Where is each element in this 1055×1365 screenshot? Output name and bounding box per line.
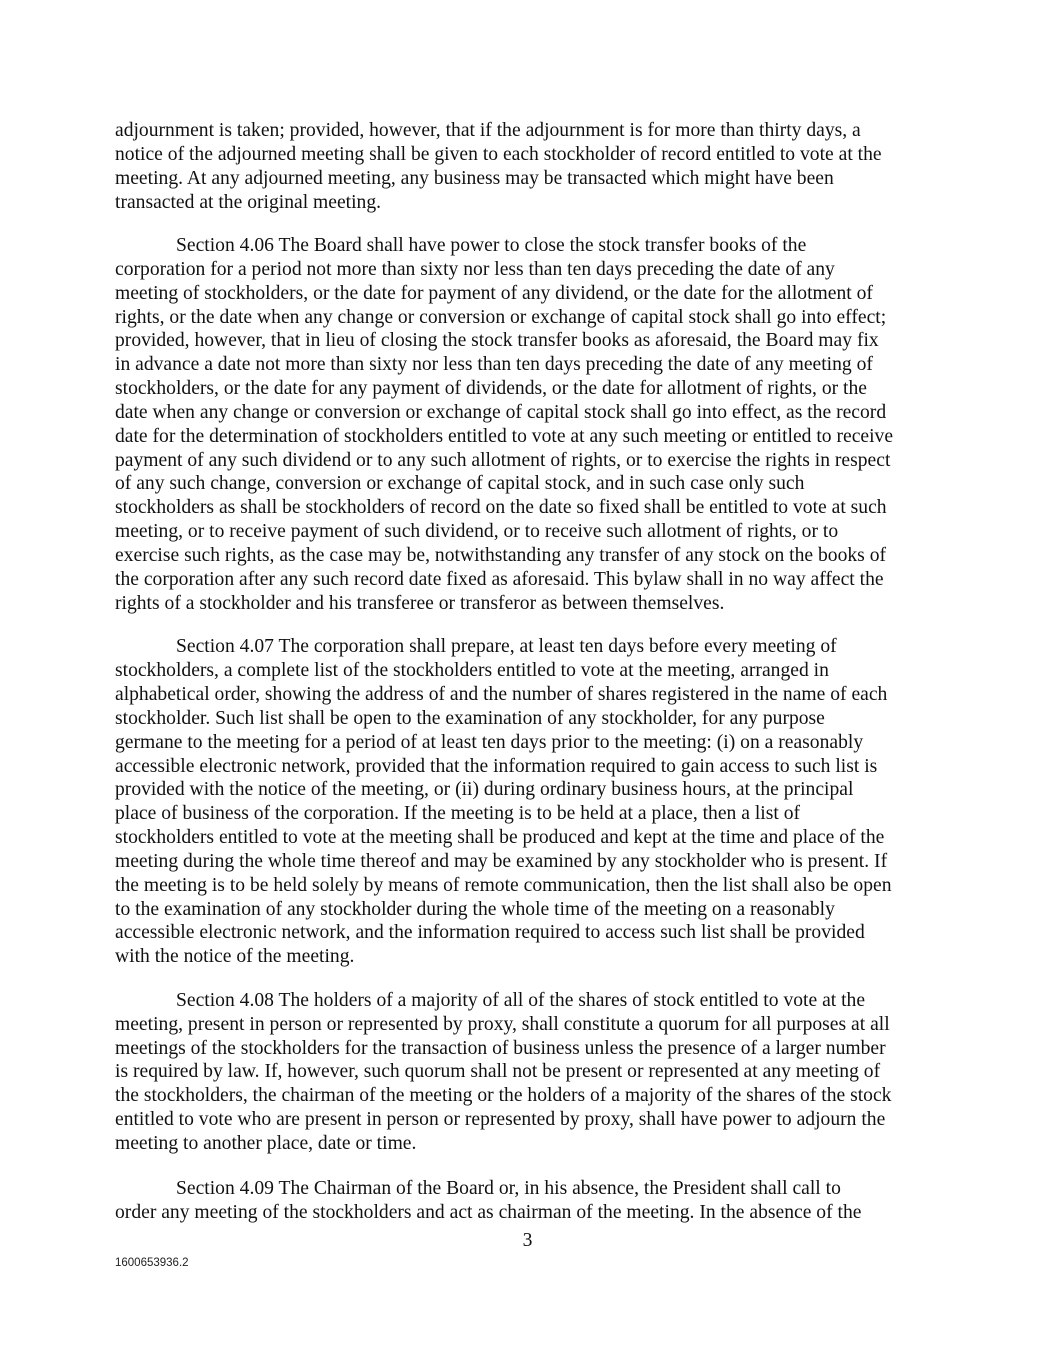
section-4-08-line-6: entitled to vote who are present in person or represented by proxy, shall have power to adjourn the: [115, 1109, 886, 1130]
section-4-06-line-7: stockholders, or the date for any payment of dividends, or the date for allotment of rights, or the: [115, 378, 867, 399]
section-4-06-line-3: meeting of stockholders, or the date for payment of any dividend, or the date for the allotment of: [115, 283, 873, 304]
section-4-06-line-2: corporation for a period not more than sixty nor less than ten days preceding the date of any: [115, 259, 835, 280]
paragraph-1-line-3: meeting. At any adjourned meeting, any business may be transacted which might have been: [115, 168, 834, 189]
section-4-06-line-12: stockholders as shall be stockholders of record on the date so fixed shall be entitled to vote at such: [115, 497, 887, 518]
section-4-09-line-1: Section 4.09 The Chairman of the Board or, in his absence, the President shall call to: [176, 1178, 841, 1199]
section-4-06-line-4: rights, or the date when any change or conversion or exchange of capital stock shall go into effect;: [115, 307, 887, 328]
section-4-07-line-3: alphabetical order, showing the address of and the number of shares registered in the name of each: [115, 684, 888, 705]
section-4-07-line-10: meeting during the whole time thereof and may be examined by any stockholder who is present. If: [115, 851, 888, 872]
section-4-08-line-5: the stockholders, the chairman of the meeting or the holders of a majority of the shares of the stock: [115, 1085, 892, 1106]
paragraph-1-line-4: transacted at the original meeting.: [115, 192, 382, 213]
section-4-08-line-3: meetings of the stockholders for the transaction of business unless the presence of a larger number: [115, 1038, 886, 1059]
paragraph-1-line-2: notice of the adjourned meeting shall be given to each stockholder of record entitled to vote at the: [115, 144, 882, 165]
section-4-06-line-1: Section 4.06 The Board shall have power to close the stock transfer books of the: [176, 235, 807, 256]
section-4-07-line-14: with the notice of the meeting.: [115, 946, 355, 967]
section-4-07-line-6: accessible electronic network, provided that the information required to gain access to such list is: [115, 756, 878, 777]
section-4-06-line-13: meeting, or to receive payment of such dividend, or to receive such allotment of rights, or to: [115, 521, 839, 542]
section-4-07-line-12: to the examination of any stockholder during the whole time of the meeting on a reasonably: [115, 899, 835, 920]
section-4-06-line-15: the corporation after any such record date fixed as aforesaid. This bylaw shall in no way affect the: [115, 569, 884, 590]
section-4-07-line-1: Section 4.07 The corporation shall prepare, at least ten days before every meeting of: [176, 636, 837, 657]
section-4-06-line-11: of any such change, conversion or exchange of capital stock, and in such case only such: [115, 473, 805, 494]
section-4-08-line-4: is required by law. If, however, such quorum shall not be present or represented at any meeting of: [115, 1061, 881, 1082]
document-id: 1600653936.2: [115, 1257, 189, 1269]
section-4-06-line-14: exercise such rights, as the case may be, notwithstanding any transfer of any stock on the books of: [115, 545, 887, 566]
page-number: 3: [522, 1230, 533, 1251]
section-4-08-line-1: Section 4.08 The holders of a majority of all of the shares of stock entitled to vote at the: [176, 990, 866, 1011]
section-4-06-line-6: in advance a date not more than sixty nor less than ten days preceding the date of any meeting of: [115, 354, 873, 375]
section-4-06-line-16: rights of a stockholder and his transferee or transferor as between themselves.: [115, 593, 725, 614]
paragraph-1-line-1: adjournment is taken; provided, however, that if the adjournment is for more than thirty days, a: [115, 120, 861, 141]
section-4-06-line-5: provided, however, that in lieu of closing the stock transfer books as aforesaid, the Board may fix: [115, 330, 879, 351]
section-4-09-line-2: order any meeting of the stockholders and act as chairman of the meeting. In the absence of the: [115, 1202, 862, 1223]
section-4-07-line-13: accessible electronic network, and the information required to access such list shall be provided: [115, 922, 865, 943]
section-4-07-line-7: provided with the notice of the meeting, or (ii) during ordinary business hours, at the principal: [115, 779, 854, 800]
section-4-07-line-2: stockholders, a complete list of the stockholders entitled to vote at the meeting, arranged in: [115, 660, 829, 681]
section-4-07-line-8: place of business of the corporation. If the meeting is to be held at a place, then a list of: [115, 803, 801, 824]
section-4-07-line-5: germane to the meeting for a period of at least ten days prior to the meeting: (i) on a reasonably: [115, 732, 864, 753]
section-4-07-line-11: the meeting is to be held solely by means of remote communication, then the list shall also be open: [115, 875, 892, 896]
section-4-07-line-9: stockholders entitled to vote at the meeting shall be produced and kept at the time and place of the: [115, 827, 885, 848]
section-4-08-line-7: meeting to another place, date or time.: [115, 1133, 417, 1154]
section-4-06-line-9: date for the determination of stockholders entitled to vote at any such meeting or entitled to receive: [115, 426, 894, 447]
section-4-08-line-2: meeting, present in person or represented by proxy, shall constitute a quorum for all purposes at all: [115, 1014, 890, 1035]
section-4-07-line-4: stockholder. Such list shall be open to the examination of any stockholder, for any purpose: [115, 708, 825, 729]
section-4-06-line-10: payment of any such dividend or to any such allotment of rights, or to exercise the rights in respect: [115, 450, 891, 471]
section-4-06-line-8: date when any change or conversion or exchange of capital stock shall go into effect, as the record: [115, 402, 887, 423]
